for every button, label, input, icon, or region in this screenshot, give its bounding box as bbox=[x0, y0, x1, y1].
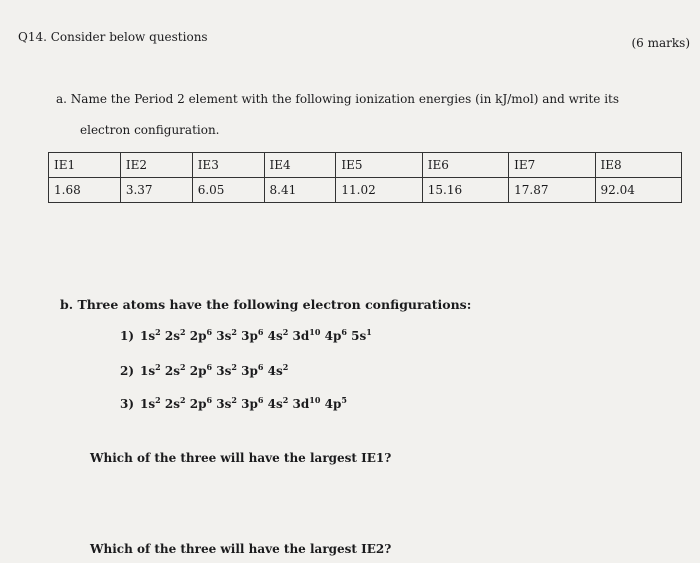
table-value-cell: 92.04 bbox=[595, 178, 681, 203]
table-value-cell: 1.68 bbox=[49, 178, 121, 203]
table-value-cell: 3.37 bbox=[120, 178, 192, 203]
table-header-cell: IE6 bbox=[422, 153, 508, 178]
orbital-term: $3s^2$ bbox=[216, 395, 237, 411]
part-a-prompt: a. Name the Period 2 element with the following ionization energies (in kJ/mol) and write its bbox=[56, 92, 620, 106]
orbital-term: $1s^2$ bbox=[140, 327, 161, 343]
orbital-term: $2s^2$ bbox=[164, 327, 186, 343]
electron-config-1 bbox=[120, 327, 372, 343]
table-header-cell: IE5 bbox=[336, 153, 422, 178]
table-value-cell: 8.41 bbox=[264, 178, 336, 203]
orbital-term: $2p^6$ bbox=[189, 327, 213, 343]
table-value-cell: 17.87 bbox=[509, 178, 595, 203]
orbital-term: $1s^2$ bbox=[140, 362, 161, 378]
table-value-cell: 11.02 bbox=[336, 178, 422, 203]
orbital-term: $3d^{10}$ bbox=[292, 395, 321, 411]
question-largest-ie1: Which of the three will have the largest IE1? bbox=[90, 451, 392, 465]
orbital-term: $3d^{10}$ bbox=[292, 327, 321, 343]
orbital-term: $5s^1$ bbox=[351, 327, 372, 343]
orbital-term: $4s^2$ bbox=[267, 327, 289, 343]
table-value-cell: 6.05 bbox=[192, 178, 264, 203]
table-header-cell: IE2 bbox=[120, 153, 192, 178]
orbital-term: $3s^2$ bbox=[216, 362, 237, 378]
question-largest-ie2: Which of the three will have the largest IE2? bbox=[90, 542, 392, 556]
table-header-cell: IE3 bbox=[192, 153, 264, 178]
config-number: 2) bbox=[120, 364, 135, 378]
orbital-term: $4s^2$ bbox=[267, 395, 289, 411]
orbital-term: $3p^6$ bbox=[241, 362, 264, 378]
question-header: Q14. Consider below questions bbox=[18, 30, 208, 44]
electron-config-2 bbox=[120, 362, 288, 378]
orbital-term: $2p^6$ bbox=[189, 362, 213, 378]
marks-label: (6 marks) bbox=[631, 36, 690, 50]
orbital-term: $2s^2$ bbox=[164, 362, 186, 378]
part-a-prompt-continued: electron configuration. bbox=[80, 123, 220, 137]
part-b-prompt: b. Three atoms have the following electron configurations: bbox=[60, 297, 472, 312]
orbital-term: $2p^6$ bbox=[189, 395, 213, 411]
orbital-term: $3s^2$ bbox=[216, 327, 237, 343]
table-header-cell: IE7 bbox=[509, 153, 595, 178]
orbital-term: $3p^6$ bbox=[241, 327, 264, 343]
table-header-cell: IE1 bbox=[49, 153, 121, 178]
table-header-cell: IE4 bbox=[264, 153, 336, 178]
orbital-term: $4p^5$ bbox=[324, 395, 347, 411]
table-value-row bbox=[49, 178, 682, 203]
orbital-term: $4s^2$ bbox=[267, 362, 289, 378]
orbital-term: $1s^2$ bbox=[140, 395, 161, 411]
table-value-cell: 15.16 bbox=[422, 178, 508, 203]
config-number: 3) bbox=[120, 397, 135, 411]
orbital-term: $3p^6$ bbox=[241, 395, 264, 411]
orbital-term: $4p^6$ bbox=[324, 327, 347, 343]
table-header-row bbox=[49, 153, 682, 178]
orbital-term: $2s^2$ bbox=[164, 395, 186, 411]
config-number: 1) bbox=[120, 329, 135, 343]
electron-config-3 bbox=[120, 395, 347, 411]
ionization-energy-table bbox=[48, 152, 682, 203]
table-header-cell: IE8 bbox=[595, 153, 681, 178]
